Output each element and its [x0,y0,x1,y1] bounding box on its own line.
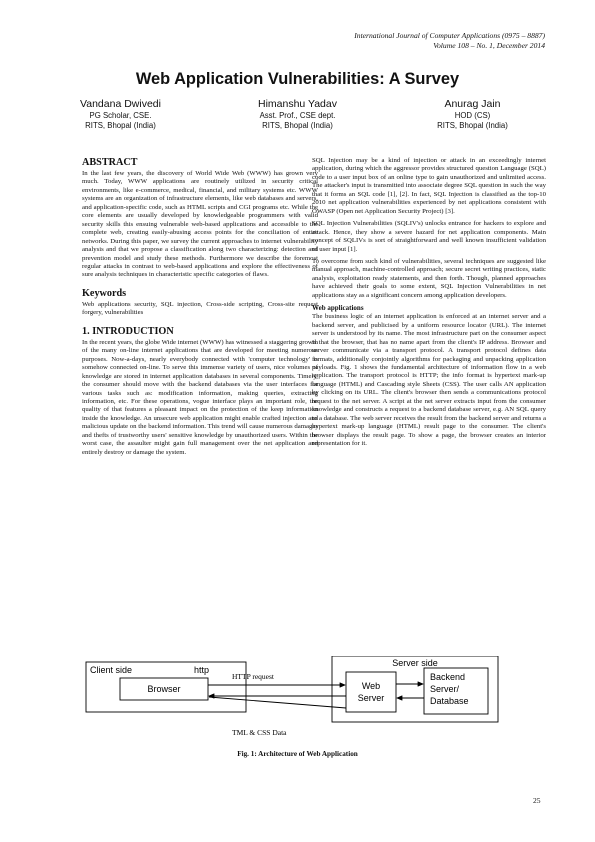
paragraph-sqliv: SQL Injection Vulnerabilities (SQLIV's) unlocks entrance for hackers to explore and attack. Hence, they show a severe hazard for net application components. Main concept of SQLIVs is sort of straightforward and well known insufficient validation of user input [1]. [312,220,546,253]
author-role: PG Scholar, CSE. [89,111,152,120]
paragraph-sql-injection: SQL Injection may be a kind of injection or attack in an exceedingly internet application, during which the aggressor provides structured question Language (SQL) code to a user input box of an online type to gain unauthorized and unlimited access. The attacker's input is transmitted into associate degree SQL question in such the way that it forms an SQL code [1], [2]. In fact, SQL Injection is classified as the top-10 2010 net application vulnerabilities experienced by net applications consistent with OWASP (Open net Application Security Project) [3]. [312,157,546,215]
client-side-label: Client side [90,665,133,675]
right-column [312,157,546,453]
author-name: Himanshu Yadav [258,98,337,110]
web-server-box [346,672,396,712]
journal-name: International Journal of Computer Applications (0975 – 8887) [354,31,545,40]
response-arrow-diagonal [209,697,346,708]
author-role: Asst. Prof., CSE dept. [259,111,336,120]
keywords-text: Web applications security, SQL injection, Cross-side scripting, Cross-site request forgery, vulnerabilities [82,300,318,317]
server-side-label: Server side [392,658,438,668]
keywords-heading: Keywords [82,287,127,299]
figure-caption: Fig. 1: Architecture of Web Application [237,750,358,758]
paper-title: Web Application Vulnerabilities: A Survey [135,70,460,88]
introduction-heading: 1. INTRODUCTION [82,325,174,337]
author-affiliation: RITS, Bhopal (India) [85,121,156,130]
web-server-label-line1: Web [361,681,381,691]
backend-label-line3: Database [430,696,469,706]
journal-volume: Volume 108 – No. 1, December 2014 [433,41,545,50]
author-3 [390,98,555,131]
architecture-figure [82,656,552,742]
http-request-label: HTTP request [232,672,275,681]
http-label: http [194,665,210,675]
paragraph-techniques: To overcome from such kind of vulnerabilities, several techniques are suggested like manual approach, machine-controlled approach; secure secret writing practices, static analysis, exploitation ready statements, and then forth. Though, planned approaches have achieved their goals to some extent, SQL Injection Vulnerabilities in net applications stay as a significant concern among application developers. [312,257,546,299]
browser-label: Browser [147,684,181,694]
backend-label-line1: Backend [430,672,466,682]
author-1 [38,98,203,131]
introduction-text: In the recent years, the globe Wide internet (WWW) has witnessed a staggering growth of the many on-line internet applications that are developed for meeting numerous purposes. Now-a-days, nearly everybody connected with 'computer technology' is somehow connected on-line. To serve this immense variety of users, nice volumes of knowledge are stored in internet application databases in several components. Timely, the consumer should move with the backend databases via the user interfaces for various tasks such as: modification information, making queries, extracting information, etc. For these operations, vogue interface plays an important role, the quality of that features a pleasant impact on the protection of the keep information inside the knowledge. An unsecure web application might enable crafted injection and malicious update on the backend information. This trend will cause numerous damages and thefts of trustworthy users' sensitive knowledge by unauthorized users. Within the worst case, the assaulter might gain full management over the net application and entirely destroy or damage the system. [82,338,318,456]
author-name: Vandana Dwivedi [80,98,161,110]
author-affiliation: RITS, Bhopal (India) [437,121,508,130]
page-number: 25 [533,796,541,805]
abstract-heading: ABSTRACT [82,157,138,168]
journal-header [354,31,545,51]
author-role: HOD (CS) [454,111,491,120]
tml-css-label: TML & CSS Data [232,728,287,737]
author-2 [215,98,380,131]
left-column [82,157,318,461]
abstract-text: In the last few years, the discovery of World Wide Web (WWW) has grown very much. Today, WWW applications are routinely utilized in security critical environments, like e-commerce, medical, financial, and military systems etc. WWW systems are an organization of infrastructure elements, like web databases and servers, and application-specific code, such as HTML scripts and CGI programs etc. While the core elements are usually developed by knowledgeable programmers with valid security skills this ensuing vulnerable web-based applications and accessible to the complete web, creating easily-abusing access points for the conciliation of entire networks. During this paper, we survey the current approaches to internet vulnerability analysis and that we propose a classification along two characterizing: detection and prevention model and study these methods. Furthermore we describe the foremost regular attacks in contrast to web-based applications and explore the effectiveness of sure analysis techniques in characteristic specific categories of flaws. [82,170,318,279]
web-applications-heading: Web applications [312,304,364,313]
web-server-label-line2: Server [357,693,385,703]
paragraph-web-applications: The business logic of an internet application is enforced at an internet server and a backend server, and publicised by a uniform resource locator (URL). The internet server is understood by its name. The most infrastructure part on the consumer aspect is that the browser, that has no name apart from the client's IP address. Browser and server communicate via a transport protocol. A transport protocol defines data formats, additionally conjointly algorithms for packaging and unpacking application payloads. Fig. 1 shows the fundamental architecture of information flow in a web application. The transport protocol is HTTP; the info format is hypertext mark-up language (HTML) and Cascading style Sheets (CSS). The user calls AN application by clicking on its URL. The client's browser then sends a communications protocol request to the net server. A script at the net server extracts input from the consumer knowledge and constructs a request to a backend database server, e.g. AN SQL query to a database. The web server receives the result from the backend server and returns a hypertext mark-up language (HTML) result page to the consumer. The client's browser displays the result page. To show a page, the browser creates an interior representation for it. [312,313,546,448]
backend-label-line2: Server/ [430,684,460,694]
author-affiliation: RITS, Bhopal (India) [262,121,333,130]
author-name: Anurag Jain [444,98,501,110]
